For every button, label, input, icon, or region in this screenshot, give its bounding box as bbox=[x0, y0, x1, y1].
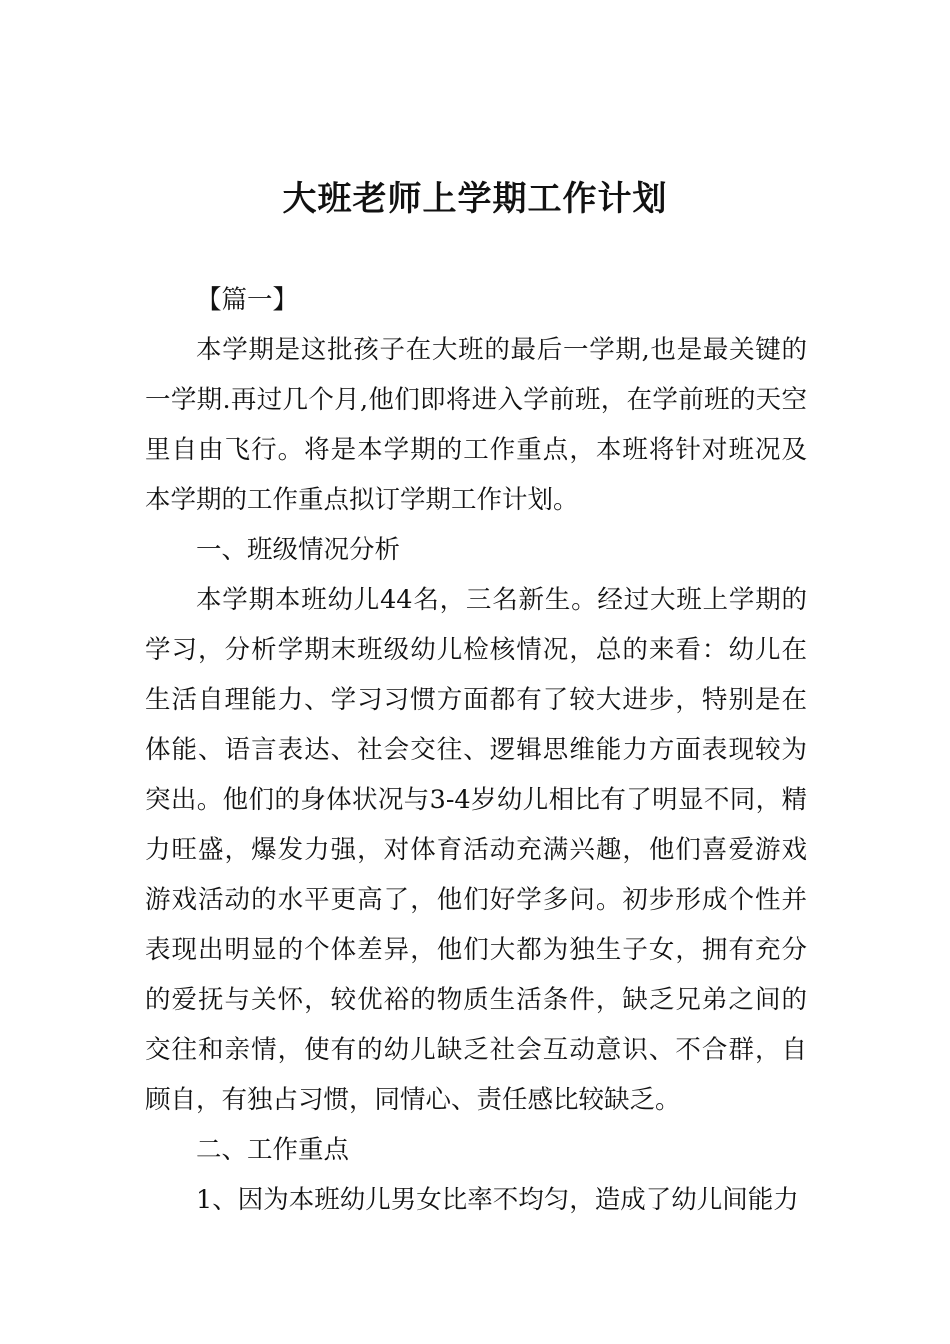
section-heading-work-focus: 二、工作重点 bbox=[196, 1135, 350, 1165]
intro-paragraph: 本学期是这批孩子在大班的最后一学期,也是最关键的一学期.再过几个月,他们即将进入学前班，在学前班的天空里自由飞行。将是本学期的工作重点，本班将针对班况及本学期的工作重点拟订学期工作计划。 bbox=[145, 335, 807, 515]
section-label: 【篇一】 bbox=[196, 285, 299, 315]
document-title: 大班老师上学期工作计划 bbox=[282, 179, 668, 219]
document-body bbox=[145, 275, 807, 1225]
work-focus-point-1: 1、因为本班幼儿男女比率不均匀，造成了幼儿间能力 bbox=[196, 1185, 799, 1215]
analysis-paragraph: 本学期本班幼儿44名，三名新生。经过大班上学期的学习，分析学期末班级幼儿检核情况，总的来看：幼儿在生活自理能力、学习习惯方面都有了较大进步，特别是在体能、语言表达、社会交往、逻辑思维能力方面表现较为突出。他们的身体状况与3-4岁幼儿相比有了明显不同，精力旺盛，爆发力强，对体育活动充满兴趣，他们喜爱游戏游戏活动的水平更高了，他们好学多问。初步形成个性并表现出明显的个体差异，他们大都为独生子女，拥有充分的爱抚与关怀，较优裕的物质生活条件，缺乏兄弟之间的交往和亲情，使有的幼儿缺乏社会互动意识、不合群，自顾自，有独占习惯，同情心、责任感比较缺乏。 bbox=[145, 585, 807, 1115]
section-heading-class-analysis: 一、班级情况分析 bbox=[196, 535, 401, 565]
